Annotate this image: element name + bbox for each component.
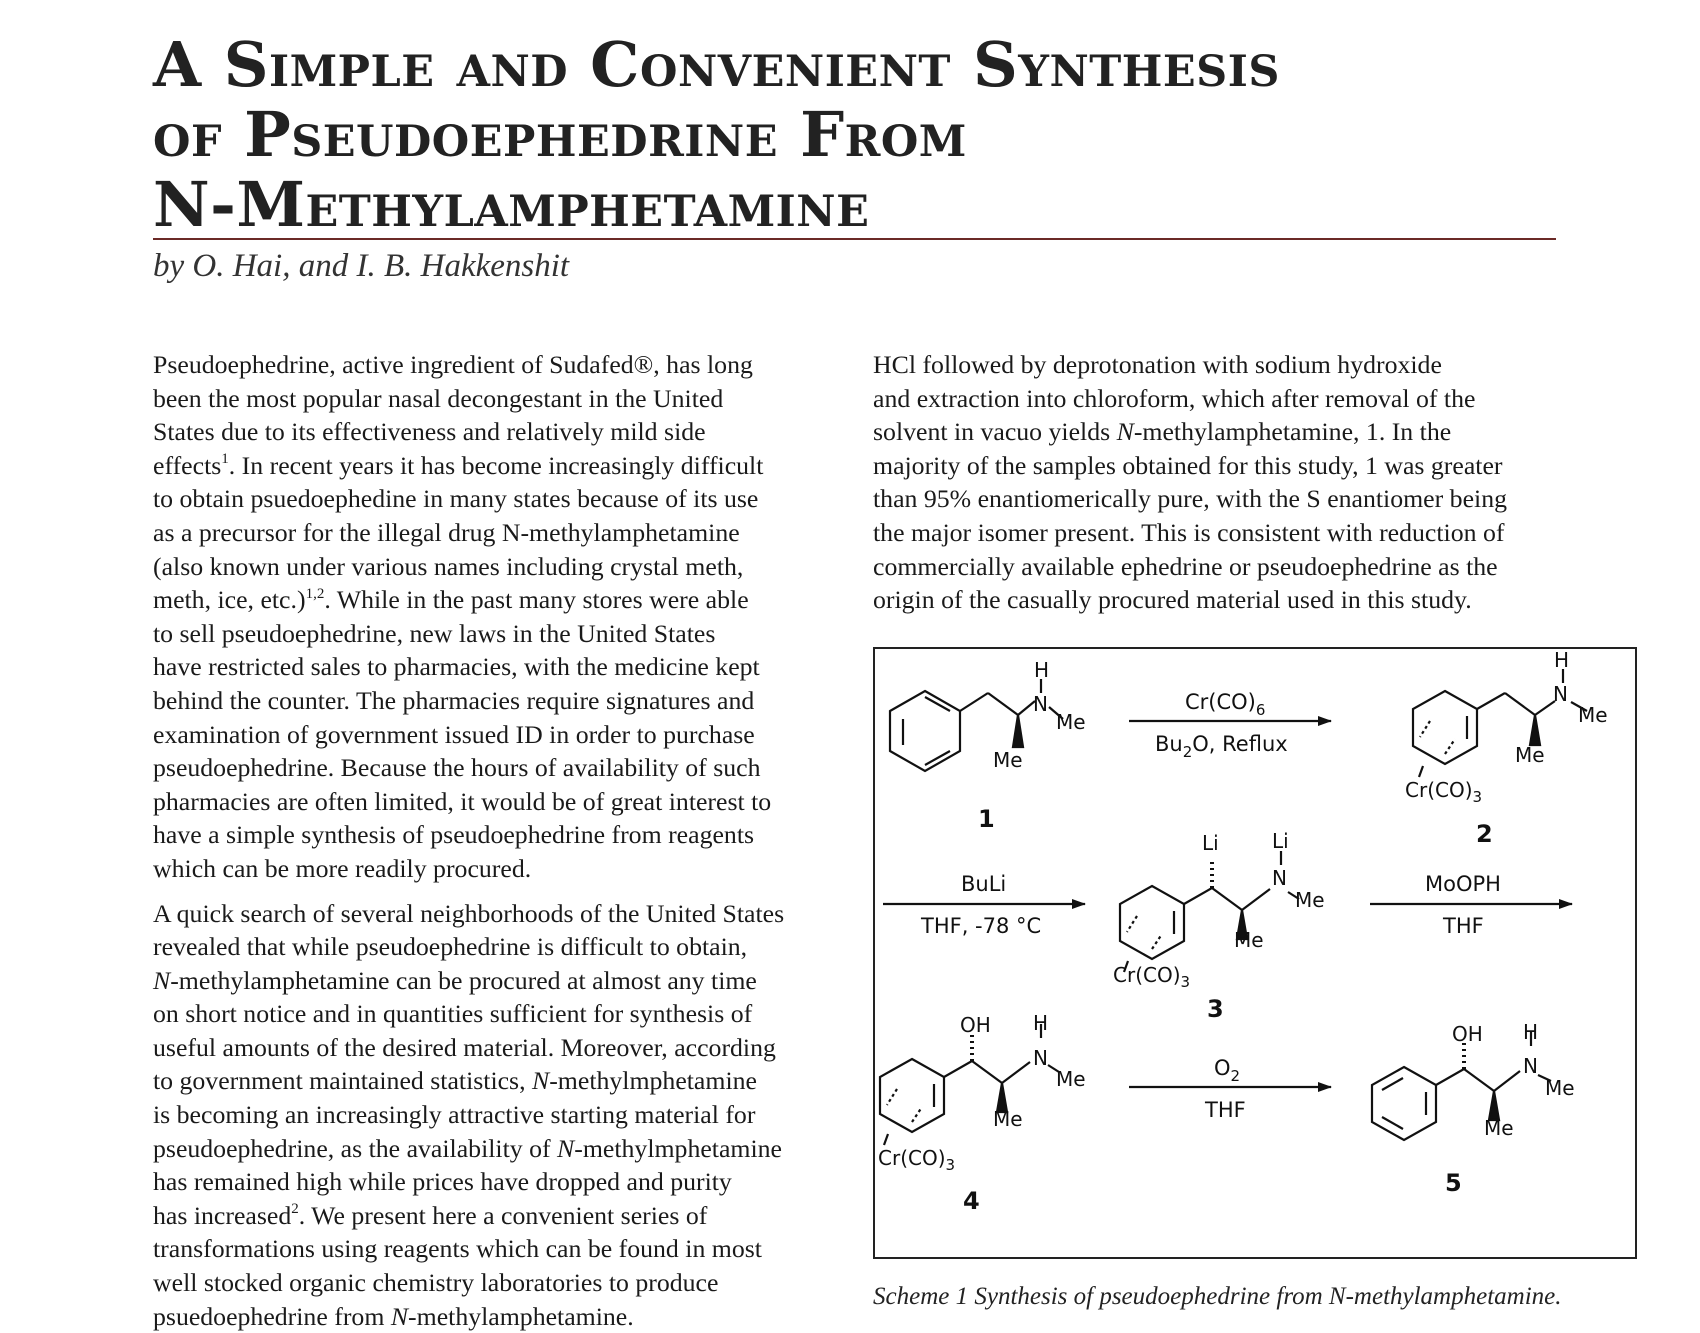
text-line: examination of government issued ID in order to purchase: [153, 718, 843, 752]
text-line: and extraction into chloroform, which after removal of the: [873, 382, 1563, 416]
atom-label: Me: [1056, 710, 1086, 734]
subscript: 3: [946, 1156, 956, 1174]
subscript: 2: [1231, 1067, 1241, 1085]
atom-label: Li: [1202, 831, 1219, 855]
reaction-scheme: [873, 647, 1637, 1259]
atom-label: N: [1523, 1054, 1538, 1078]
text-line: transformations using reagents which can be found in most: [153, 1232, 843, 1266]
conditions-label: THF: [1442, 914, 1484, 938]
text-run: solvent in vacuo yields: [873, 417, 1117, 446]
title-line-1: A Simple and Convenient Synthesis: [153, 30, 1573, 100]
chromium-label: [878, 1146, 955, 1174]
chromium-label: [1113, 963, 1190, 991]
text-line: Pseudoephedrine, active ingredient of Sudafed®, has long: [153, 348, 843, 382]
text-line: useful amounts of the desired material. Moreover, according: [153, 1031, 843, 1065]
text-run: . While in the past many stores were able: [324, 585, 748, 614]
text-line: to obtain psuedoephedine in many states because of its use: [153, 482, 843, 516]
reagent-text: Cr(CO): [1185, 690, 1256, 714]
text-line: (also known under various names including crystal meth,: [153, 550, 843, 584]
atom-label: OH: [960, 1013, 991, 1037]
atom-label: Me: [1295, 888, 1325, 912]
text-run: psuedoephedrine from: [153, 1302, 391, 1331]
compound-number-4: 4: [963, 1187, 980, 1215]
atom-label: H: [1554, 649, 1569, 672]
text-line: States due to its effectiveness and relatively mild side: [153, 415, 843, 449]
text-run: -methylmphetamine: [549, 1066, 757, 1095]
atom-text: Cr(CO): [1405, 778, 1473, 802]
text-run: . We present here a convenient series of: [299, 1201, 708, 1230]
italic-n: N: [153, 966, 170, 995]
atom-label: Me: [993, 748, 1023, 772]
text-line: pharmacies are often limited, it would be of great interest to: [153, 785, 843, 819]
atom-label: Me: [1545, 1076, 1575, 1100]
scheme-caption: Scheme 1 Synthesis of pseudoephedrine from N-methylamphetamine.: [873, 1283, 1673, 1311]
reagent-label: MoOPH: [1425, 872, 1501, 896]
text-line: [153, 449, 843, 483]
subscript: 3: [1181, 973, 1191, 991]
text-run: . In recent years it has become increasingly difficult: [229, 451, 764, 480]
atom-label: Me: [1056, 1067, 1086, 1091]
subscript: 2: [1183, 743, 1193, 761]
text-run: effects: [153, 451, 221, 480]
text-run: -methylmphetamine: [574, 1134, 782, 1163]
conditions-label: THF: [1204, 1098, 1246, 1122]
text-line: [153, 1199, 843, 1233]
italic-n: N: [532, 1066, 549, 1095]
citation-ref: 1: [221, 451, 229, 467]
text-line: revealed that while pseudoephedrine is difficult to obtain,: [153, 930, 843, 964]
text-line: the major isomer present. This is consistent with reduction of: [873, 516, 1563, 550]
text-run: -methylamphetamine.: [408, 1302, 634, 1331]
subscript: 3: [1473, 788, 1483, 806]
atom-text: Cr(CO): [878, 1146, 946, 1170]
text-line: majority of the samples obtained for this study, 1 was greater: [873, 449, 1563, 483]
reagent-label: [1185, 690, 1265, 719]
subscript: 6: [1256, 701, 1266, 719]
atom-label: N: [1033, 692, 1048, 716]
italic-n: N: [1117, 417, 1134, 446]
text-line: behind the counter. The pharmacies require signatures and: [153, 684, 843, 718]
atom-label: Me: [1484, 1116, 1514, 1140]
citation-ref: 1,2: [306, 586, 325, 602]
left-column: [153, 348, 843, 1333]
paragraph-search: [153, 897, 843, 1333]
atom-label: Me: [1578, 703, 1608, 727]
atom-label: N: [1033, 1046, 1048, 1070]
text-line: have a simple synthesis of pseudoephedrine from reagents: [153, 818, 843, 852]
byline: by O. Hai, and I. B. Hakkenshit: [153, 248, 569, 285]
atom-label: Me: [1515, 743, 1545, 767]
text-run: has increased: [153, 1201, 291, 1230]
reagent-label: BuLi: [961, 872, 1006, 896]
reagent-label: [1214, 1056, 1240, 1085]
reagent-text: O: [1214, 1056, 1231, 1080]
atom-text: Cr(CO): [1113, 963, 1181, 987]
atom-label: N: [1553, 682, 1568, 706]
paragraph-extraction: [873, 348, 1563, 617]
text-line: pseudoephedrine. Because the hours of availability of such: [153, 751, 843, 785]
atom-label: Me: [1234, 928, 1264, 952]
title-line-2: of Pseudoephedrine From: [153, 100, 1573, 170]
text-line: which can be more readily procured.: [153, 852, 843, 886]
italic-n: N: [391, 1302, 408, 1331]
text-line: is becoming an increasingly attractive starting material for: [153, 1098, 843, 1132]
text-line: [873, 415, 1563, 449]
text-line: has remained high while prices have dropped and purity: [153, 1165, 843, 1199]
paragraph-intro: [153, 348, 843, 886]
citation-ref: 2: [291, 1201, 299, 1217]
text-line: [153, 1300, 843, 1333]
compound-number-5: 5: [1445, 1169, 1462, 1197]
text-line: have restricted sales to pharmacies, with the medicine kept: [153, 650, 843, 684]
chromium-label: [1405, 778, 1482, 806]
text-line: [153, 1064, 843, 1098]
italic-n: N: [557, 1134, 574, 1163]
title-line-3: N-Methylamphetamine: [153, 170, 1573, 240]
text-line: as a precursor for the illegal drug N-methylamphetamine: [153, 516, 843, 550]
text-line: been the most popular nasal decongestant in the United: [153, 382, 843, 416]
atom-label: H: [1523, 1020, 1538, 1044]
reagent-text: O, Reflux: [1192, 732, 1287, 756]
text-line: commercially available ephedrine or pseudoephedrine as the: [873, 550, 1563, 584]
right-column: [873, 348, 1563, 617]
atom-label: H: [1034, 658, 1049, 682]
text-run: -methylamphetamine, 1. In the: [1134, 417, 1451, 446]
title-divider: [153, 238, 1556, 240]
text-line: on short notice and in quantities sufficient for synthesis of: [153, 997, 843, 1031]
text-run: pseudoephedrine, as the availability of: [153, 1134, 557, 1163]
compound-number-2: 2: [1476, 820, 1493, 848]
text-line: to sell pseudoephedrine, new laws in the United States: [153, 617, 843, 651]
atom-label: H: [1033, 1011, 1048, 1035]
conditions-label: [1155, 732, 1288, 761]
text-line: [153, 964, 843, 998]
compound-4-structure: [880, 1024, 1059, 1145]
reaction-scheme-drawing: [875, 649, 1635, 1257]
text-line: well stocked organic chemistry laboratories to produce: [153, 1266, 843, 1300]
atom-label: Li: [1272, 829, 1289, 853]
atom-label: N: [1272, 866, 1287, 890]
text-run: -methylamphetamine can be procured at almost any time: [170, 966, 757, 995]
text-line: [153, 1132, 843, 1166]
text-line: A quick search of several neighborhoods of the United States: [153, 897, 843, 931]
compound-5-structure: [1372, 1032, 1551, 1140]
text-run: meth, ice, etc.): [153, 585, 306, 614]
atom-label: Me: [993, 1107, 1023, 1131]
text-line: origin of the casually procured material used in this study.: [873, 583, 1563, 617]
reagent-text: Bu: [1155, 732, 1183, 756]
text-line: HCl followed by deprotonation with sodium hydroxide: [873, 348, 1563, 382]
compound-number-3: 3: [1207, 995, 1224, 1023]
atom-label: OH: [1452, 1022, 1483, 1046]
text-run: to government maintained statistics,: [153, 1066, 532, 1095]
text-line: than 95% enantiomerically pure, with the S enantiomer being: [873, 482, 1563, 516]
article-title: [153, 30, 1573, 240]
conditions-label: THF, -78 °C: [920, 914, 1041, 938]
text-line: [153, 583, 843, 617]
compound-number-1: 1: [978, 805, 995, 833]
